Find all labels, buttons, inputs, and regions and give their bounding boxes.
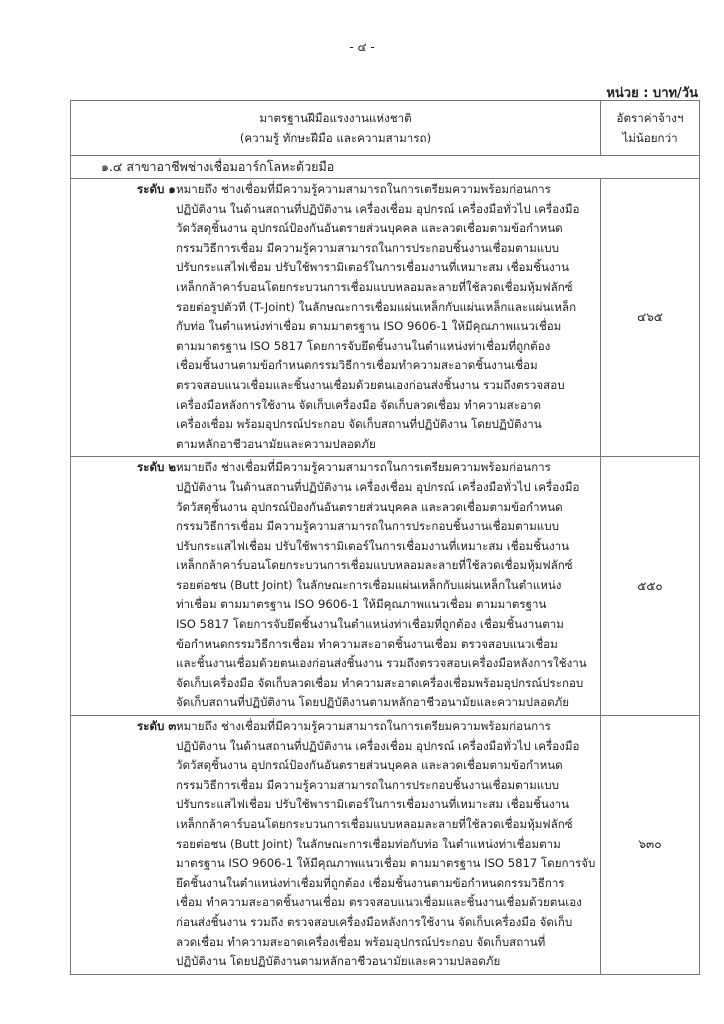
text-line: ปฏิบัติงาน โดยปฏิบัติงานตามหลักอาชีวอนามัยและความปลอดภัย — [176, 954, 501, 969]
text-line: และชิ้นงานเชื่อมด้วยตนเองก่อนส่งชิ้นงาน รวมถึงตรวจสอบเครื่องมือหลังการใช้งาน — [176, 656, 587, 671]
text-line: เชื่อมชิ้นงานตามข้อกำหนดกรรมวิธีการเชื่อมทำความสะอาดชิ้นงานเชื่อม — [176, 358, 538, 373]
text-line: วัดวัสดุชิ้นงาน อุปกรณ์ป้องกันอันตรายส่วนบุคคล และลวดเชื่อมตามข้อกำหนด — [176, 758, 563, 773]
text-line: เครื่องเชื่อม พร้อมอุปกรณ์ประกอบ จัดเก็บสถานที่ปฏิบัติงาน โดยปฏิบัติงาน — [176, 417, 542, 432]
text-line: เหล็กกล้าคาร์บอนโดยกระบวนการเชื่อมแบบหลอมละลายที่ใช้ลวดเชื่อมหุ้มฟลักซ์ — [176, 817, 573, 831]
text-line: ตามมาตรฐาน ISO 5817 โดยการจับยึดชิ้นงานในตำแหน่งท่าเชื่อมที่ถูกต้อง — [176, 338, 551, 353]
text-line: กับท่อ ในตำแหน่งท่าเชื่อม ตามมาตรฐาน ISO 9606-1 ให้มีคุณภาพแนวเชื่อม — [176, 319, 562, 334]
header-standard-line1: มาตรฐานฝีมือแรงงานแห่งชาติ — [259, 111, 412, 125]
header-rate-line1: อัตราค่าจ้างฯ — [616, 111, 684, 125]
text-line: กรรมวิธีการเชื่อม มีความรู้ความสามารถในการประกอบชิ้นงานเชื่อมตามแบบ — [176, 519, 559, 534]
section-title: ๑.๔ สาขาอาชีพช่างเชื่อมอาร์กโลหะด้วยมือ — [71, 156, 700, 179]
text-line: ยึดชิ้นงานในตำแหน่งท่าเชื่อมที่ถูกต้อง เชื่อมชิ้นงานตามข้อกำหนดกรรมวิธีการ — [176, 875, 565, 890]
text-line: ปรับกระแสไฟเชื่อม ปรับใช้พารามิเตอร์ในการเชื่อมงานที่เหมาะสม เชื่อมชิ้นงาน — [176, 260, 570, 275]
level-rate: ๕๕๐ — [601, 457, 700, 716]
header-rate — [601, 101, 700, 156]
unit-label: หน่วย : บาท/วัน — [606, 86, 698, 101]
text-line: กรรมวิธีการเชื่อม มีความรู้ความสามารถในการประกอบชิ้นงานเชื่อมตามแบบ — [176, 777, 559, 792]
level-rate: ๖๓๐ — [601, 716, 700, 975]
text-line: รอยต่อชน (Butt Joint) ในลักษณะการเชื่อมท่อกับท่อ ในตำแหน่งท่าเชื่อมตาม — [176, 836, 561, 851]
text-line: ปฏิบัติงาน ในด้านสถานที่ปฏิบัติงาน เครื่องเชื่อม อุปกรณ์ เครื่องมือทั่วไป เครื่องมือ — [176, 201, 580, 216]
text-line: ก่อนส่งชิ้นงาน รวมถึง ตรวจสอบเครื่องมือหลังการใช้งาน จัดเก็บเครื่องมือ จัดเก็บ — [176, 914, 573, 929]
text-line: มาตรฐาน ISO 9606-1 ให้มีคุณภาพแนวเชื่อม ตามมาตรฐาน ISO 5817 โดยการจับ — [176, 856, 596, 871]
level-row-3 — [71, 716, 700, 975]
header-standard-line2: (ความรู้ ทักษะฝีมือ และความสามารถ) — [239, 131, 432, 145]
text-line: ท่าเชื่อม ตามมาตรฐาน ISO 9606-1 ให้มีคุณภาพแนวเชื่อม ตามมาตรฐาน — [176, 597, 547, 612]
text-line: ISO 5817 โดยการจับยึดชิ้นงานในตำแหน่งท่าเชื่อมที่ถูกต้อง เชื่อมชิ้นงานตาม — [176, 617, 564, 632]
text-line: วัดวัสดุชิ้นงาน อุปกรณ์ป้องกันอันตรายส่วนบุคคล และลวดเชื่อมตามข้อกำหนด — [176, 221, 563, 236]
section-row — [71, 156, 700, 179]
text-line: ปฏิบัติงาน ในด้านสถานที่ปฏิบัติงาน เครื่องเชื่อม อุปกรณ์ เครื่องมือทั่วไป เครื่องมือ — [176, 738, 580, 753]
level-description — [71, 716, 601, 975]
text-line: ปรับกระแสไฟเชื่อม ปรับใช้พารามิเตอร์ในการเชื่อมงานที่เหมาะสม เชื่อมชิ้นงาน — [176, 797, 570, 812]
text-line: รอยต่อรูปตัวที (T-Joint) ในลักษณะการเชื่อมแผ่นเหล็กกับแผ่นเหล็กและแผ่นเหล็ก — [176, 299, 577, 314]
level-description — [71, 457, 601, 716]
level-text — [176, 458, 600, 713]
text-line: กรรมวิธีการเชื่อม มีความรู้ความสามารถในการประกอบชิ้นงานเชื่อมตามแบบ — [176, 240, 559, 255]
level-label: ระดับ ๑ — [137, 182, 176, 196]
text-line: เหล็กกล้าคาร์บอนโดยกระบวนการเชื่อมแบบหลอมละลายที่ใช้ลวดเชื่อมหุ้มฟลักซ์ — [176, 279, 573, 294]
text-line: รอยต่อชน (Butt Joint) ในลักษณะการเชื่อมแผ่นเหล็กกับแผ่นเหล็กในตำแหน่ง — [176, 577, 562, 592]
level-row-1 — [71, 179, 700, 457]
level-row-2 — [71, 457, 700, 716]
text-line: เหล็กกล้าคาร์บอนโดยกระบวนการเชื่อมแบบหลอมละลายที่ใช้ลวดเชื่อมหุ้มฟลักซ์ — [176, 558, 573, 573]
wage-table — [70, 100, 700, 975]
level-text — [176, 180, 600, 454]
text-line: หมายถึง ช่างเชื่อมที่มีความรู้ความสามารถในการเตรียมความพร้อมก่อนการ — [176, 719, 551, 734]
text-line: เชื่อม ทำความสะอาดชิ้นงานเชื่อม ตรวจสอบแนวเชื่อมและชิ้นงานเชื่อมด้วยตนเอง — [176, 895, 582, 910]
level-label: ระดับ ๓ — [137, 719, 177, 734]
text-line: จัดเก็บเครื่องมือ จัดเก็บลวดเชื่อม ทำความสะอาดเครื่องเชื่อมพร้อมอุปกรณ์ประกอบ — [176, 675, 584, 690]
level-description — [71, 179, 601, 457]
table-header-row — [71, 101, 700, 156]
text-line: ปฏิบัติงาน ในด้านสถานที่ปฏิบัติงาน เครื่องเชื่อม อุปกรณ์ เครื่องมือทั่วไป เครื่องมือ — [176, 479, 580, 494]
text-line: ลวดเชื่อม ทำความสะอาดเครื่องเชื่อม พร้อมอุปกรณ์ประกอบ จัดเก็บสถานที่ — [176, 934, 546, 949]
page-number: - ๔ - — [349, 40, 375, 54]
text-line: หมายถึง ช่างเชื่อมที่มีความรู้ความสามารถในการเตรียมความพร้อมก่อนการ — [176, 460, 551, 475]
header-rate-line2: ไม่น้อยกว่า — [622, 131, 678, 145]
text-line: ปรับกระแสไฟเชื่อม ปรับใช้พารามิเตอร์ในการเชื่อมงานที่เหมาะสม เชื่อมชิ้นงาน — [176, 538, 570, 553]
text-line: ตรวจสอบแนวเชื่อมและชิ้นงานเชื่อมด้วยตนเองก่อนส่งชิ้นงาน รวมถึงตรวจสอบ — [176, 377, 565, 392]
text-line: ตามหลักอาชีวอนามัยและความปลอดภัย — [176, 436, 376, 451]
header-standard — [71, 101, 601, 156]
level-text — [176, 717, 600, 972]
text-line: ข้อกำหนดกรรมวิธีการเชื่อม ทำความสะอาดชิ้นงานเชื่อม ตรวจสอบแนวเชื่อม — [176, 636, 558, 651]
text-line: เครื่องมือหลังการใช้งาน จัดเก็บเครื่องมือ จัดเก็บลวดเชื่อม ทำความสะอาด — [176, 397, 541, 412]
level-label: ระดับ ๒ — [137, 460, 177, 475]
text-line: วัดวัสดุชิ้นงาน อุปกรณ์ป้องกันอันตรายส่วนบุคคล และลวดเชื่อมตามข้อกำหนด — [176, 499, 563, 514]
text-line: หมายถึง ช่างเชื่อมที่มีความรู้ความสามารถในการเตรียมความพร้อมก่อนการ — [176, 182, 551, 196]
level-rate: ๔๖๕ — [601, 179, 700, 457]
text-line: จัดเก็บสถานที่ปฏิบัติงาน โดยปฏิบัติงานตามหลักอาชีวอนามัยและความปลอดภัย — [176, 695, 570, 710]
